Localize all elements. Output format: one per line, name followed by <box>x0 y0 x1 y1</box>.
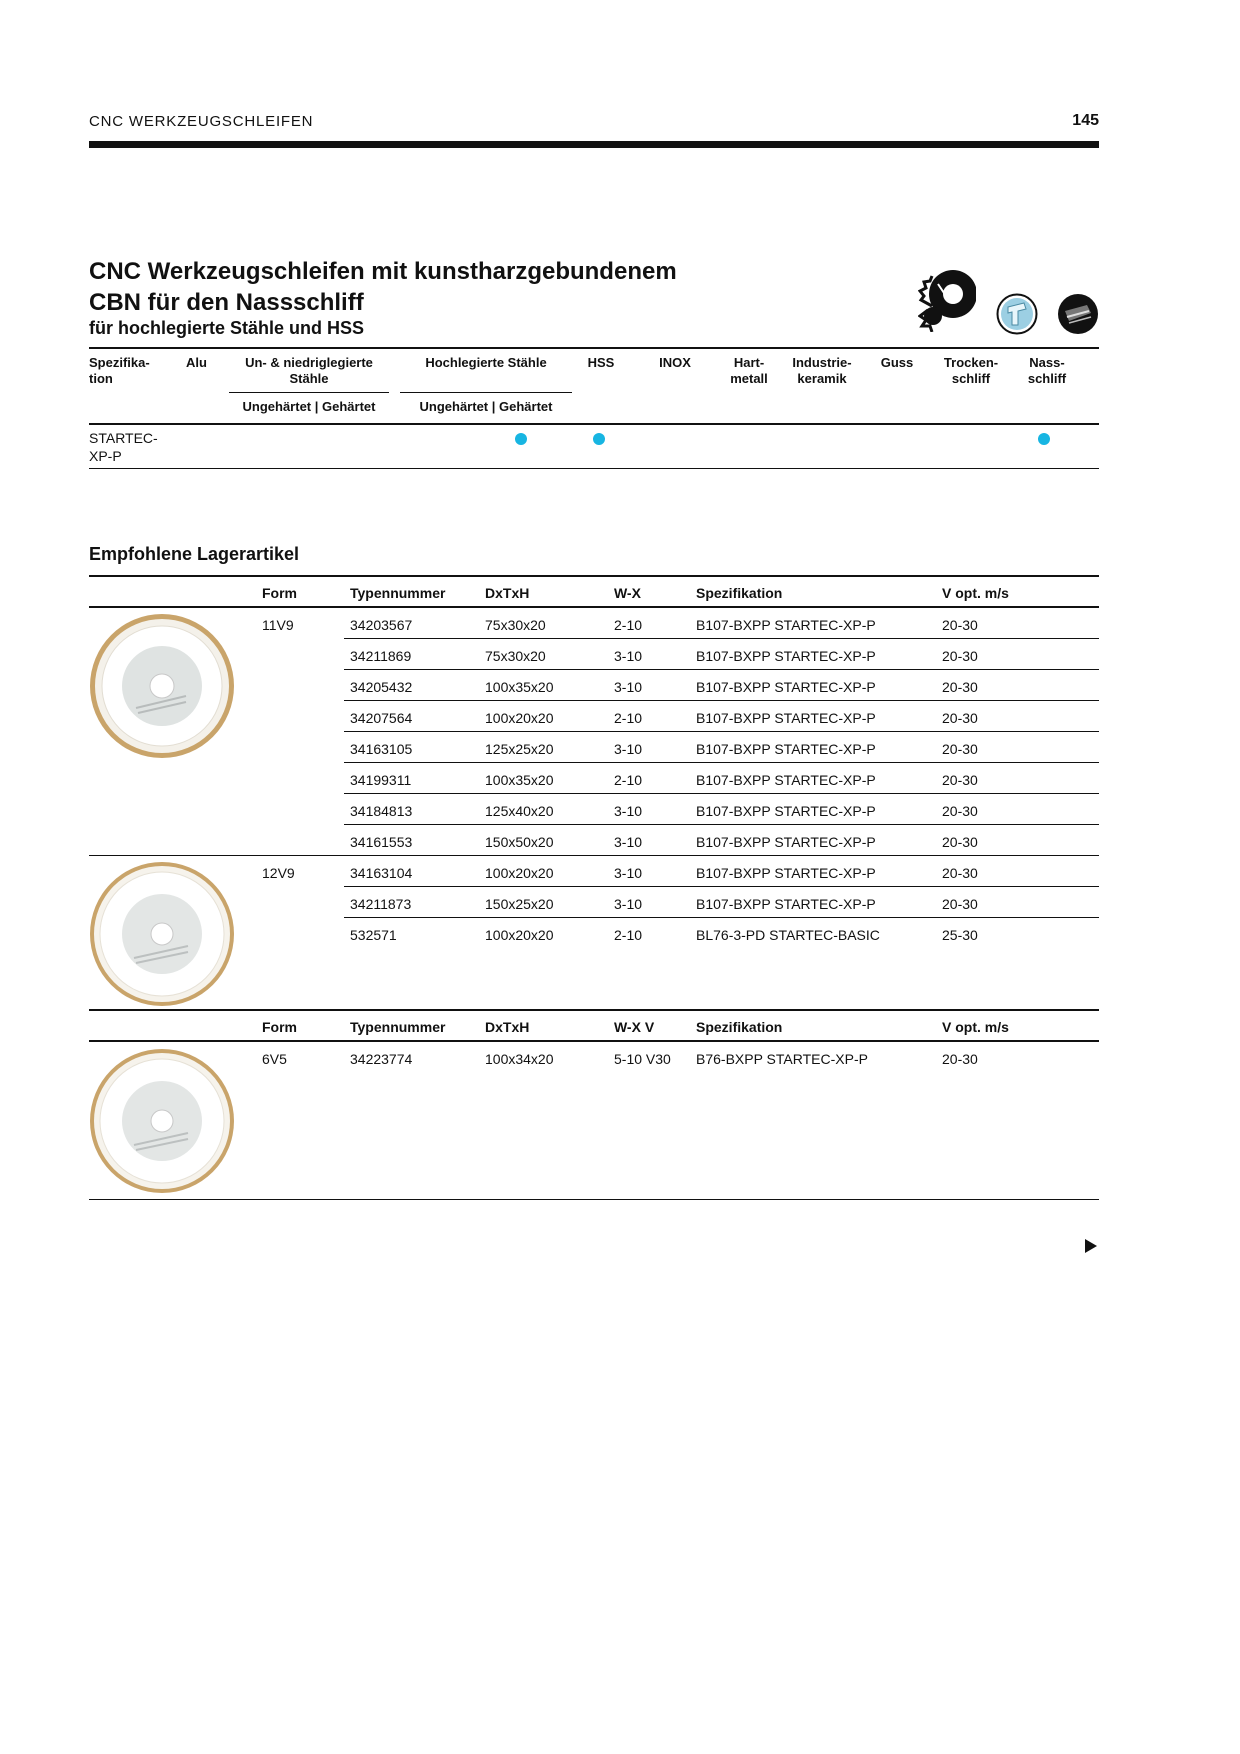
table2-header-wxv: W-X V <box>614 1019 655 1035</box>
title-line-1: CNC Werkzeugschleifen mit kunstharzgebundenem <box>89 258 677 285</box>
row-rule <box>344 669 1099 670</box>
row-dxtxh: 100x34x20 <box>485 1051 554 1067</box>
row-dxtxh: 125x40x20 <box>485 803 554 819</box>
row-dxtxh: 100x20x20 <box>485 927 554 943</box>
row-dxtxh: 150x25x20 <box>485 896 554 912</box>
row-spezifikation: B107-BXPP STARTEC-XP-P <box>696 710 876 726</box>
table2-header-rule <box>89 1040 1099 1042</box>
row-rule <box>344 762 1099 763</box>
table1-header-form: Form <box>262 585 297 601</box>
page-number: 145 <box>1072 112 1099 129</box>
table1-header-spezifikation: Spezifikation <box>696 585 783 601</box>
application-table-header-rule <box>89 423 1099 425</box>
row-spezifikation: B107-BXPP STARTEC-XP-P <box>696 865 876 881</box>
row-dxtxh: 75x30x20 <box>485 648 546 664</box>
high-alloy-subheader-rule <box>400 392 572 393</box>
row-wx: 3-10 <box>614 741 643 757</box>
row-v-opt: 20-30 <box>942 865 978 881</box>
page-title <box>89 256 789 318</box>
row-dxtxh: 100x35x20 <box>485 679 554 695</box>
row-v-opt: 20-30 <box>942 710 978 726</box>
row-rule <box>344 793 1099 794</box>
row-v-opt: 20-30 <box>942 648 978 664</box>
dry-grinding-column-header: Trocken- schliff <box>943 355 999 386</box>
row-typennummer: 34203567 <box>350 617 413 633</box>
row-v-opt: 20-30 <box>942 896 978 912</box>
table1-top-rule <box>89 575 1099 577</box>
row-v-opt: 20-30 <box>942 741 978 757</box>
section-title: Empfohlene Lagerartikel <box>89 544 300 564</box>
row-spezifikation: B107-BXPP STARTEC-XP-P <box>696 896 876 912</box>
row-rule <box>344 638 1099 639</box>
row-dxtxh: 100x20x20 <box>485 710 554 726</box>
row-spezifikation: B76-BXPP STARTEC-XP-P <box>696 1051 868 1067</box>
row-wx: 3-10 <box>614 834 643 850</box>
group-form-11V9: 11V9 <box>262 617 294 633</box>
wet-grinding-icon <box>1057 293 1099 335</box>
row-spezifikation: B107-BXPP STARTEC-XP-P <box>696 772 876 788</box>
row-wx: 3-10 <box>614 648 643 664</box>
table2-header-form: Form <box>262 1019 297 1035</box>
row-typennummer: 34205432 <box>350 679 413 695</box>
row-dxtxh: 100x20x20 <box>485 865 554 881</box>
next-page-arrow-icon[interactable] <box>1084 1239 1098 1253</box>
table1-header-wx: W-X <box>614 585 641 601</box>
table2-top-rule <box>89 1009 1099 1011</box>
row-rule <box>344 886 1099 887</box>
table1-header-rule <box>89 606 1099 608</box>
row-wx: 2-10 <box>614 927 643 943</box>
row-spezifikation: B107-BXPP STARTEC-XP-P <box>696 648 876 664</box>
group-form-12V9: 12V9 <box>262 865 295 881</box>
row-rule <box>344 731 1099 732</box>
application-table-bottom-rule <box>89 468 1099 469</box>
table1-header-dxtxh: DxTxH <box>485 585 530 601</box>
row-dxtxh: 125x25x20 <box>485 741 554 757</box>
table2-header-spezifikation: Spezifikation <box>696 1019 783 1035</box>
high-alloy-steel-icon <box>996 293 1038 335</box>
hard-metal-column-header: Hart- metall <box>730 355 768 386</box>
row-wx: 3-10 <box>614 679 643 695</box>
page-subtitle: für hochlegierte Stähle und HSS <box>89 318 365 338</box>
row-spezifikation: BL76-3-PD STARTEC-BASIC <box>696 927 880 943</box>
table1-header-typennummer: Typennummer <box>350 585 446 601</box>
high-alloy-steel-column-header: Hochlegierte Stähle <box>425 355 547 370</box>
suitability-dot-high-alloy-hardened <box>515 433 527 445</box>
row-spezifikation: B107-BXPP STARTEC-XP-P <box>696 679 876 695</box>
row-dxtxh: 100x35x20 <box>485 772 554 788</box>
wet-grinding-column-header: Nass- schliff <box>1027 355 1067 386</box>
row-v-opt: 20-30 <box>942 679 978 695</box>
row-v-opt: 20-30 <box>942 834 978 850</box>
row-wx: 3-10 <box>614 865 643 881</box>
low-alloy-steel-column-header: Un- & niedriglegierte Stähle <box>245 355 373 386</box>
row-v-opt: 25-30 <box>942 927 978 943</box>
row-v-opt: 20-30 <box>942 772 978 788</box>
spec-name-startec-xp-p: STARTEC- XP-P <box>89 430 158 464</box>
high-alloy-hardness-subheader: Ungehärtet | Gehärtet <box>419 399 553 414</box>
table1-header-v-opt: V opt. m/s <box>942 585 1009 601</box>
application-table-top-rule <box>89 347 1099 349</box>
row-typennummer: 34161553 <box>350 834 413 850</box>
row-dxtxh: 75x30x20 <box>485 617 546 633</box>
row-rule <box>344 700 1099 701</box>
row-v-opt: 20-30 <box>942 1051 978 1067</box>
row-v-opt: 20-30 <box>942 803 978 819</box>
row-typennummer: 34199311 <box>350 772 412 788</box>
row-typennummer: 34163104 <box>350 865 413 881</box>
low-alloy-subheader-rule <box>229 392 389 393</box>
row-spezifikation: B107-BXPP STARTEC-XP-P <box>696 803 876 819</box>
title-line-2: CBN für den Nassschliff <box>89 289 364 316</box>
row-dxtxh: 150x50x20 <box>485 834 554 850</box>
low-alloy-hardness-subheader: Ungehärtet | Gehärtet <box>242 399 376 414</box>
row-wx: 3-10 <box>614 803 643 819</box>
row-wx: 2-10 <box>614 617 643 633</box>
hss-column-header: HSS <box>587 355 615 370</box>
row-typennummer: 34211869 <box>350 648 412 664</box>
tool-grinding-icon <box>918 266 976 332</box>
spec-column-header: Spezifika- tion <box>89 355 150 386</box>
table2-header-dxtxh: DxTxH <box>485 1019 530 1035</box>
row-typennummer: 34223774 <box>350 1051 413 1067</box>
row-v-opt: 20-30 <box>942 617 978 633</box>
group-separator-rule <box>89 855 1099 856</box>
row-wx: 2-10 <box>614 772 643 788</box>
row-spezifikation: B107-BXPP STARTEC-XP-P <box>696 741 876 757</box>
running-header: CNC WERKZEUGSCHLEIFEN <box>89 113 314 130</box>
cast-iron-column-header: Guss <box>880 355 914 370</box>
cup-wheel-11V9-image <box>88 612 236 760</box>
group-form-6V5: 6V5 <box>262 1051 287 1067</box>
wheel-6V5-image <box>88 1047 236 1195</box>
inox-column-header: INOX <box>659 355 691 370</box>
row-typennummer: 34211873 <box>350 896 412 912</box>
table2-bottom-rule <box>89 1199 1099 1200</box>
header-rule <box>89 141 1099 148</box>
row-typennummer: 34184813 <box>350 803 413 819</box>
row-spezifikation: B107-BXPP STARTEC-XP-P <box>696 834 876 850</box>
row-wxv: 5-10 V30 <box>614 1051 671 1067</box>
row-rule <box>344 824 1099 825</box>
row-wx: 3-10 <box>614 896 643 912</box>
row-spezifikation: B107-BXPP STARTEC-XP-P <box>696 617 876 633</box>
table2-header-v-opt: V opt. m/s <box>942 1019 1009 1035</box>
alu-column-header: Alu <box>186 355 207 370</box>
row-rule <box>344 917 1099 918</box>
industrial-ceramics-column-header: Industrie- keramik <box>792 355 852 386</box>
row-typennummer: 532571 <box>350 927 397 943</box>
suitability-dot-hss <box>593 433 605 445</box>
row-wx: 2-10 <box>614 710 643 726</box>
suitability-dot-wet-grinding <box>1038 433 1050 445</box>
row-typennummer: 34207564 <box>350 710 413 726</box>
row-typennummer: 34163105 <box>350 741 413 757</box>
dish-wheel-12V9-image <box>88 860 236 1008</box>
table2-header-typennummer: Typennummer <box>350 1019 446 1035</box>
